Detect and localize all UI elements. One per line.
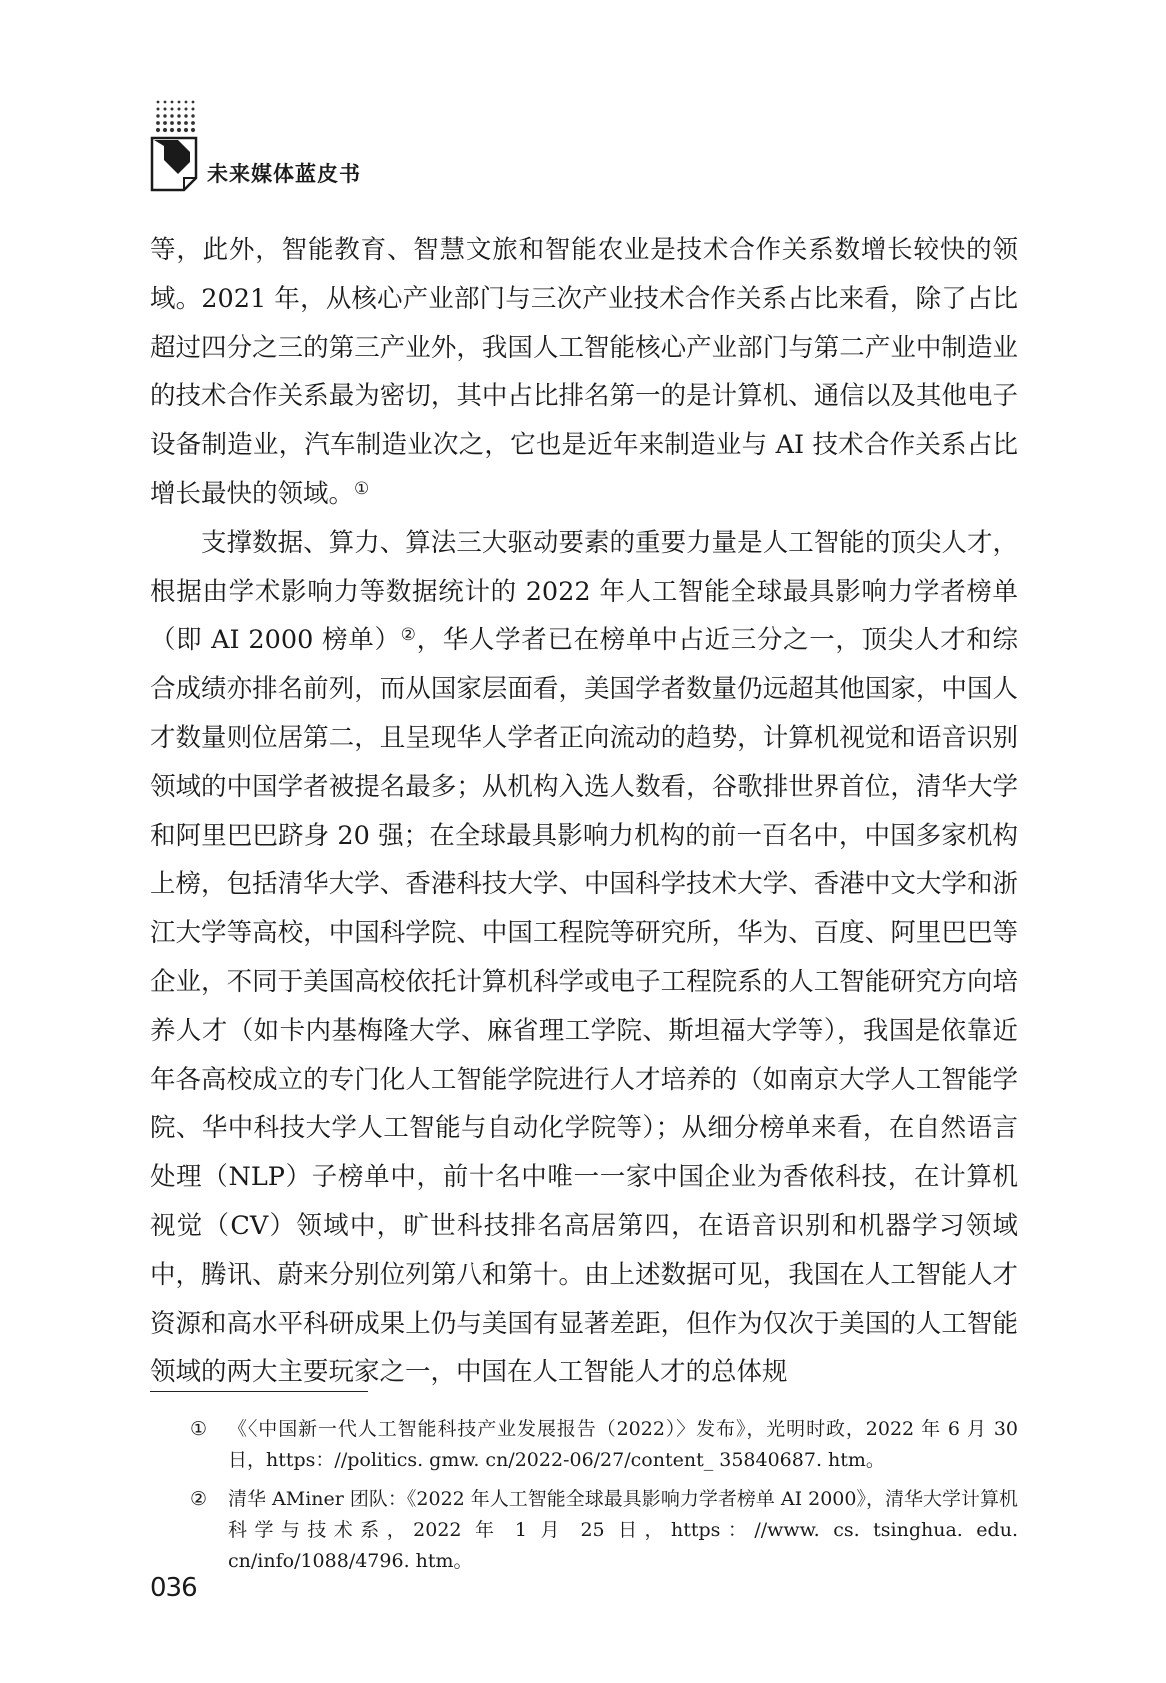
footnote: [190, 1414, 1018, 1476]
paragraph-text: ，华人学者已在榜单中占近三分之一，顶尖人才和综合成绩亦排名前列，而从国家层面看，美国学者数量仍远超其他国家，中国人才数量则位居第二，且呈现华人学者正向流动的趋势，计算机视觉和语音识别领域的中国学者被提名最多；从机构入选人数看，谷歌排世界首位，清华大学和阿里巴巴跻身 20 强；在全球最具影响力机构的前一百名中，中国多家机构上榜，包括清华大学、香港科技大学、中国科学技术大学、香港中文大学和浙江大学等高校，中国科学院、中国工程院等研究所，华为、百度、阿里巴巴等企业，不同于美国高校依托计算机科学或电子工程院系的人工智能研究方向培养人才（如卡内基梅隆大学、麻省理工学院、斯坦福大学等），我国是依靠近年各高校成立的专门化人工智能学院进行人才培养的（如南京大学人工智能学院、华中科技大学人工智能与自动化学院等）；从细分榜单来看，在自然语言处理（NLP）子榜单中，前十名中唯一一家中国企业为香侬科技，在计算机视觉（CV）领域中，旷世科技排名高居第四，在语音识别和机器学习领域中，腾讯、蔚来分别位列第八和第十。由上述数据可见，我国在人工智能人才资源和高水平科研成果上仍与美国有显著差距，但作为仅次于美国的人工智能领域的两大主要玩家之一，中国在人工智能人才的总体规: [150, 625, 1018, 1388]
footnote-reference[interactable]: ①: [354, 478, 370, 499]
footnote-text: 清华 AMiner 团队：《2022 年人工智能全球最具影响力学者榜单 AI 2000》，清华大学计算机科学与技术系，2022 年 1 月 25 日，https：//www. cs. tsinghua. edu. cn/info/1088/4796. htm。: [228, 1488, 1018, 1572]
paragraph-text: 等，此外，智能教育、智慧文旅和智能农业是技术合作关系数增长较快的领域。2021 年，从核心产业部门与三次产业技术合作关系占比来看，除了占比超过四分之三的第三产业外，我国人工智能核心产业部门与第二产业中制造业的技术合作关系最为密切，其中占比排名第一的是计算机、通信以及其他电子设备制造业，汽车制造业次之，它也是近年来制造业与 AI 技术合作关系占比增长最快的领域。: [150, 235, 1018, 509]
footnote-divider: [150, 1391, 368, 1392]
book-folded-corner-icon: [150, 136, 198, 192]
paragraph-text: 支撑数据、算力、算法三大驱动要素的重要力量是人工智能的顶尖人才，根据由学术影响力等数据统计的 2022 年人工智能全球最具影响力学者榜单（即 AI 2000 榜单）: [150, 527, 1018, 656]
footnote: [190, 1484, 1018, 1577]
footnote-text: 《〈中国新一代人工智能科技产业发展报告（2022）〉发布》，光明时政，2022 年 6 月 30 日，https：//politics. gmw. cn/2022-06/27/content_ 35840687. htm。: [228, 1418, 1018, 1471]
footnote-mark: ①: [190, 1418, 208, 1440]
dot-grid-icon: [154, 98, 196, 134]
paragraph: [150, 226, 1018, 519]
paragraph: [150, 519, 1018, 1397]
footnotes: [190, 1414, 1018, 1585]
footnote-reference[interactable]: ②: [400, 625, 417, 646]
running-header: [150, 98, 510, 198]
footnote-mark: ②: [190, 1488, 208, 1510]
series-title: 未来媒体蓝皮书: [207, 162, 361, 186]
page-number: 036: [150, 1573, 197, 1603]
body-text: [150, 226, 1018, 1397]
